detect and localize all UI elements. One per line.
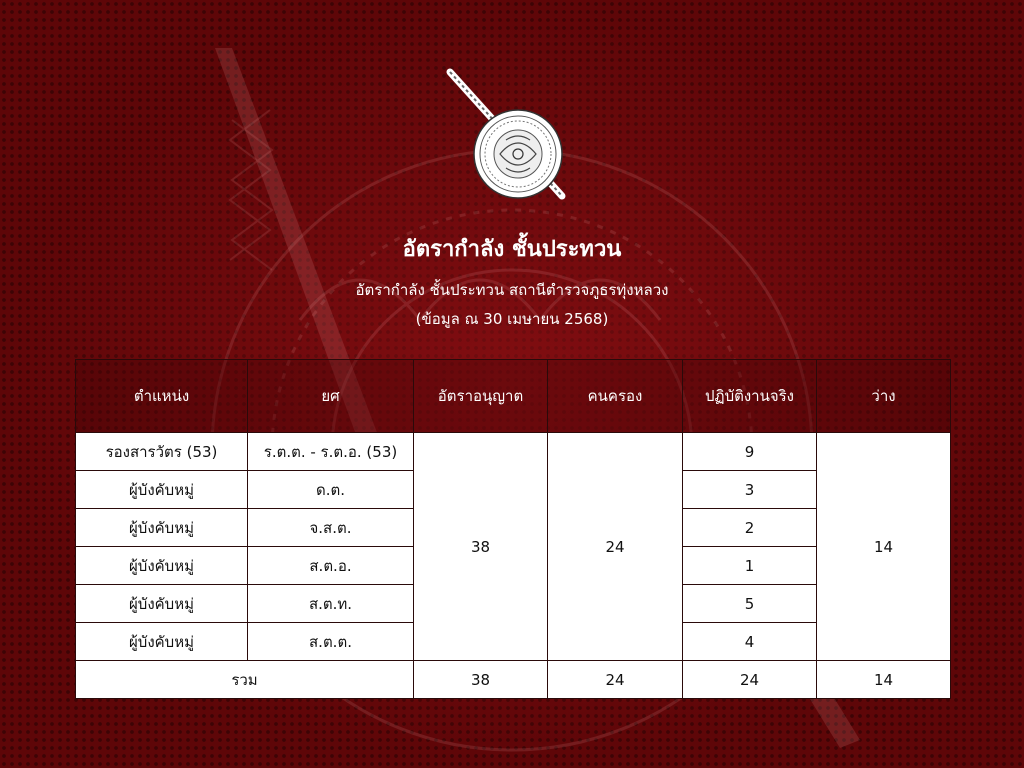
cell-rank: ส.ต.ท. bbox=[248, 585, 414, 623]
cell-actual: 9 bbox=[683, 433, 817, 471]
total-holding: 24 bbox=[548, 661, 683, 699]
header-actual: ปฏิบัติงานจริง bbox=[683, 360, 817, 433]
data-date: (ข้อมูล ณ 30 เมษายน 2568) bbox=[415, 310, 609, 328]
total-vacant: 14 bbox=[817, 661, 951, 699]
cell-holding-merged: 24 bbox=[548, 433, 683, 661]
header-vacant: ว่าง bbox=[817, 360, 951, 433]
header-holding: คนครอง bbox=[548, 360, 683, 433]
cell-position: ผู้บังคับหมู่ bbox=[76, 585, 248, 623]
total-label: รวม bbox=[76, 661, 414, 699]
header-authorized: อัตราอนุญาต bbox=[414, 360, 548, 433]
cell-actual: 5 bbox=[683, 585, 817, 623]
cell-vacant-merged: 14 bbox=[817, 433, 951, 661]
cell-rank: ร.ต.ต. - ร.ต.อ. (53) bbox=[248, 433, 414, 471]
cell-position: รองสารวัตร (53) bbox=[76, 433, 248, 471]
cell-actual: 4 bbox=[683, 623, 817, 661]
manpower-table bbox=[75, 359, 951, 699]
cell-actual: 3 bbox=[683, 471, 817, 509]
cell-actual: 2 bbox=[683, 509, 817, 547]
cell-rank: ด.ต. bbox=[248, 471, 414, 509]
page-title: อัตรากำลัง ชั้นประทวน bbox=[402, 237, 622, 262]
cell-position: ผู้บังคับหมู่ bbox=[76, 547, 248, 585]
total-actual: 24 bbox=[683, 661, 817, 699]
cell-position: ผู้บังคับหมู่ bbox=[76, 471, 248, 509]
police-seal-emblem bbox=[444, 68, 570, 200]
cell-actual: 1 bbox=[683, 547, 817, 585]
header-rank: ยศ bbox=[248, 360, 414, 433]
page-subtitle: อัตรากำลัง ชั้นประทวน สถานีตำรวจภูธรทุ่งหลวง bbox=[355, 281, 669, 299]
table-total-row bbox=[76, 661, 951, 699]
cell-position: ผู้บังคับหมู่ bbox=[76, 509, 248, 547]
cell-position: ผู้บังคับหมู่ bbox=[76, 623, 248, 661]
cell-rank: จ.ส.ต. bbox=[248, 509, 414, 547]
table-row bbox=[76, 433, 951, 471]
table-header-row bbox=[76, 360, 951, 433]
cell-authorized-merged: 38 bbox=[414, 433, 548, 661]
header-position: ตำแหน่ง bbox=[76, 360, 248, 433]
cell-rank: ส.ต.อ. bbox=[248, 547, 414, 585]
total-authorized: 38 bbox=[414, 661, 548, 699]
cell-rank: ส.ต.ต. bbox=[248, 623, 414, 661]
